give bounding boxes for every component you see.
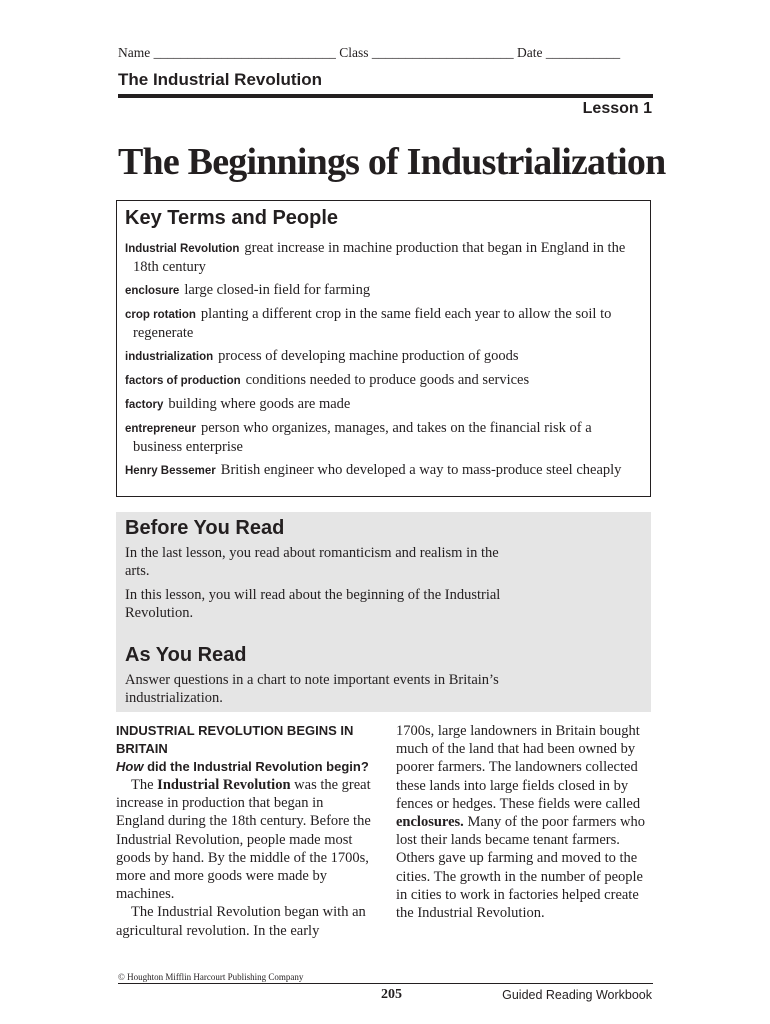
term-entry	[125, 461, 642, 480]
as-you-read-heading: As You Read	[125, 644, 247, 666]
term-entry	[125, 305, 642, 342]
reading-guide-box	[116, 512, 651, 712]
key-terms-box	[116, 200, 651, 497]
body-paragraph	[116, 776, 374, 903]
name-blank: ___________________________	[153, 45, 336, 60]
term-entry	[125, 281, 642, 300]
text-column-right	[396, 722, 654, 922]
term-name: crop rotation	[125, 309, 196, 321]
term-name: Henry Bessemer	[125, 465, 216, 477]
page-number: 205	[381, 987, 402, 1002]
class-label: Class	[339, 45, 369, 60]
term-definition: large closed-in field for farming	[184, 282, 371, 298]
student-info-line	[118, 45, 658, 61]
term-name: factory	[125, 399, 164, 411]
term-entry	[125, 395, 642, 414]
paragraph-text: Many of the poor farmers who lost their lands became tenant farmers. Others gave up farming and moved to the cities. The growth in the number of people in cities to work in factories helped create the Industrial Revolution.	[396, 814, 646, 922]
copyright-notice: © Houghton Mifflin Harcourt Publishing Company	[118, 972, 304, 982]
term-highlight: Industrial Revolution	[157, 777, 291, 793]
body-paragraph	[396, 722, 654, 922]
page-title: The Beginnings of Industrialization	[118, 141, 666, 183]
date-label: Date	[517, 45, 543, 60]
lesson-label: Lesson 1	[582, 100, 652, 117]
unit-title: The Industrial Revolution	[118, 70, 323, 89]
before-you-read-text: In the last lesson, you read about romanticism and realism in the arts.	[125, 545, 499, 579]
before-you-read-heading: Before You Read	[125, 517, 285, 539]
question-text: did the Industrial Revolution begin?	[143, 759, 369, 774]
term-definition: conditions needed to produce goods and services	[245, 372, 530, 388]
term-entry	[125, 371, 642, 390]
name-label: Name	[118, 45, 151, 60]
term-entry	[125, 347, 642, 366]
title-rule	[118, 94, 653, 98]
paragraph-text: 1700s, large landowners in Britain bought much of the land that had been owned by poorer farmers. The landowners collected these lands into large fields closed in by fences or hedges. These fields were called	[396, 723, 641, 812]
class-blank: _____________________	[371, 45, 514, 60]
before-you-read-text: In this lesson, you will read about the beginning of the Industrial Revolution.	[125, 587, 501, 621]
term-name: factors of production	[125, 375, 241, 387]
term-name: industrialization	[125, 351, 214, 363]
term-definition: process of developing machine production of goods	[218, 348, 519, 364]
term-definition: person who organizes, manages, and takes on the financial risk of a business enterprise	[133, 420, 592, 455]
term-definition: British engineer who developed a way to mass-produce steel cheaply	[220, 462, 622, 478]
question-emphasis: How	[116, 759, 144, 774]
date-blank: ___________	[545, 45, 621, 60]
term-entry	[125, 419, 642, 456]
section-question	[116, 758, 374, 776]
term-name: Industrial Revolution	[125, 243, 240, 255]
term-definition: great increase in machine production that began in England in the 18th century	[133, 240, 626, 275]
key-terms-heading: Key Terms and People	[125, 207, 339, 229]
term-definition: planting a different crop in the same field each year to allow the soil to regenerate	[133, 306, 612, 341]
body-paragraph: The Industrial Revolution began with an agricultural revolution. In the early	[116, 904, 366, 939]
footer-rule	[118, 983, 653, 984]
term-entry	[125, 239, 642, 276]
paragraph-text: was the great increase in production that began in England during the 18th century. Before the Industrial Revolution, people made most goods by hand. By the middle of the 1700s, more and more goods were made by machines.	[116, 777, 371, 903]
workbook-title: Guided Reading Workbook	[502, 988, 652, 1002]
term-definition: building where goods are made	[168, 396, 351, 412]
section-heading: INDUSTRIAL REVOLUTION BEGINS IN BRITAIN	[116, 723, 354, 756]
term-name: enclosure	[125, 285, 180, 297]
as-you-read-text: Answer questions in a chart to note important events in Britain’s industrialization.	[125, 672, 499, 706]
text-column-left	[116, 722, 374, 940]
paragraph-text: The	[131, 777, 158, 793]
term-name: entrepreneur	[125, 423, 196, 435]
term-highlight: enclosures.	[396, 814, 464, 831]
